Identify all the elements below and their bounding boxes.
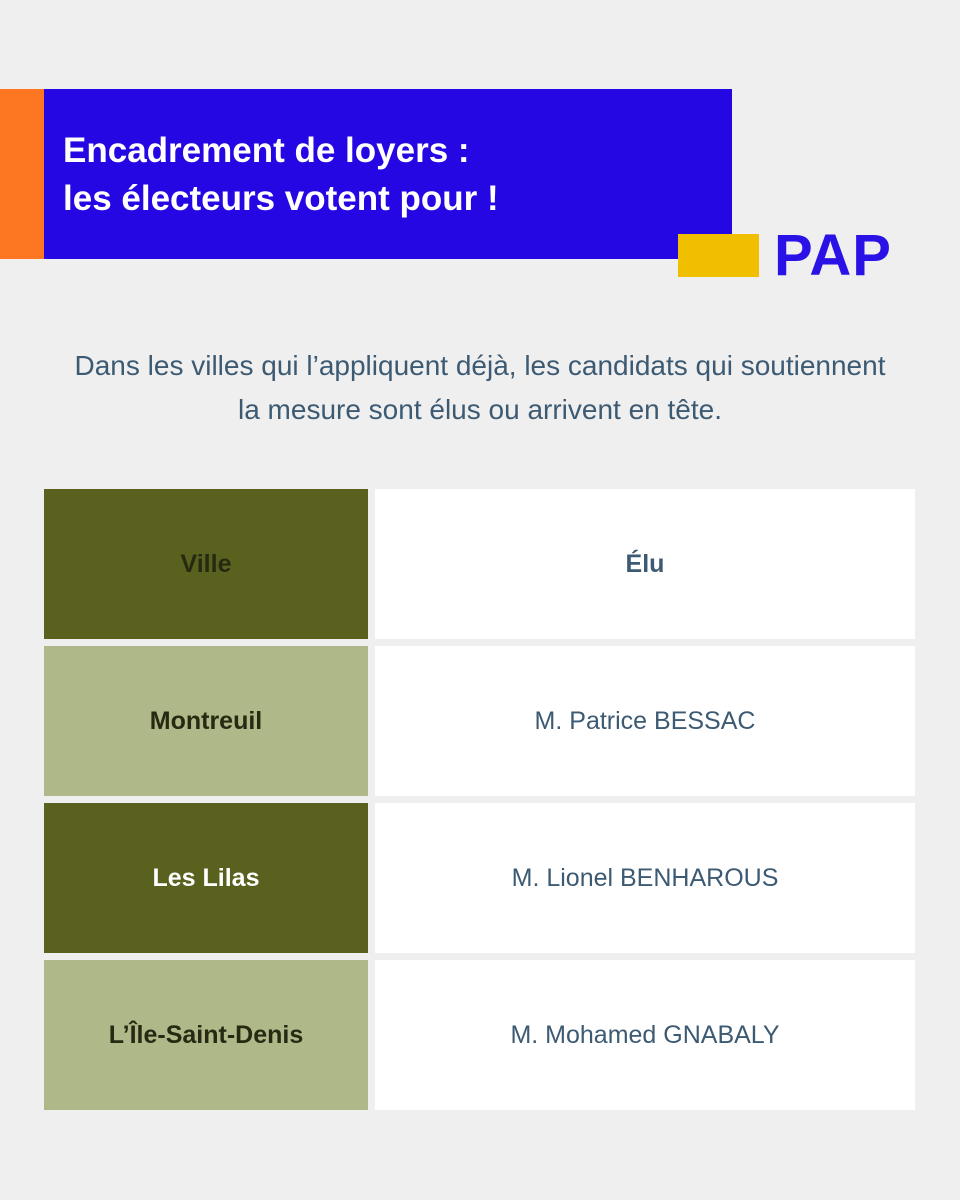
subtitle: Dans les villes qui l’appliquent déjà, les candidats qui soutiennent la mesure sont élus ou arrivent en tête. (74, 350, 886, 425)
table-row (44, 646, 915, 796)
title-line-2: les électeurs votent pour ! (63, 179, 499, 218)
table-row (44, 960, 915, 1110)
cell-ville: L’Île-Saint-Denis (44, 960, 368, 1110)
logo-yellow-block (678, 234, 759, 277)
title-line-1: Encadrement de loyers : (63, 131, 470, 170)
title-banner (44, 89, 732, 259)
cell-elu: M. Lionel BENHAROUS (375, 803, 915, 953)
table-row (44, 803, 915, 953)
cell-elu: M. Patrice BESSAC (375, 646, 915, 796)
accent-bar (0, 89, 44, 259)
table-header-row (44, 489, 915, 639)
cell-elu: M. Mohamed GNABALY (375, 960, 915, 1110)
pap-logo: PAP (774, 223, 892, 288)
cell-ville: Montreuil (44, 646, 368, 796)
cell-ville: Les Lilas (44, 803, 368, 953)
header-elu: Élu (375, 489, 915, 639)
header-ville: Ville (44, 489, 368, 639)
